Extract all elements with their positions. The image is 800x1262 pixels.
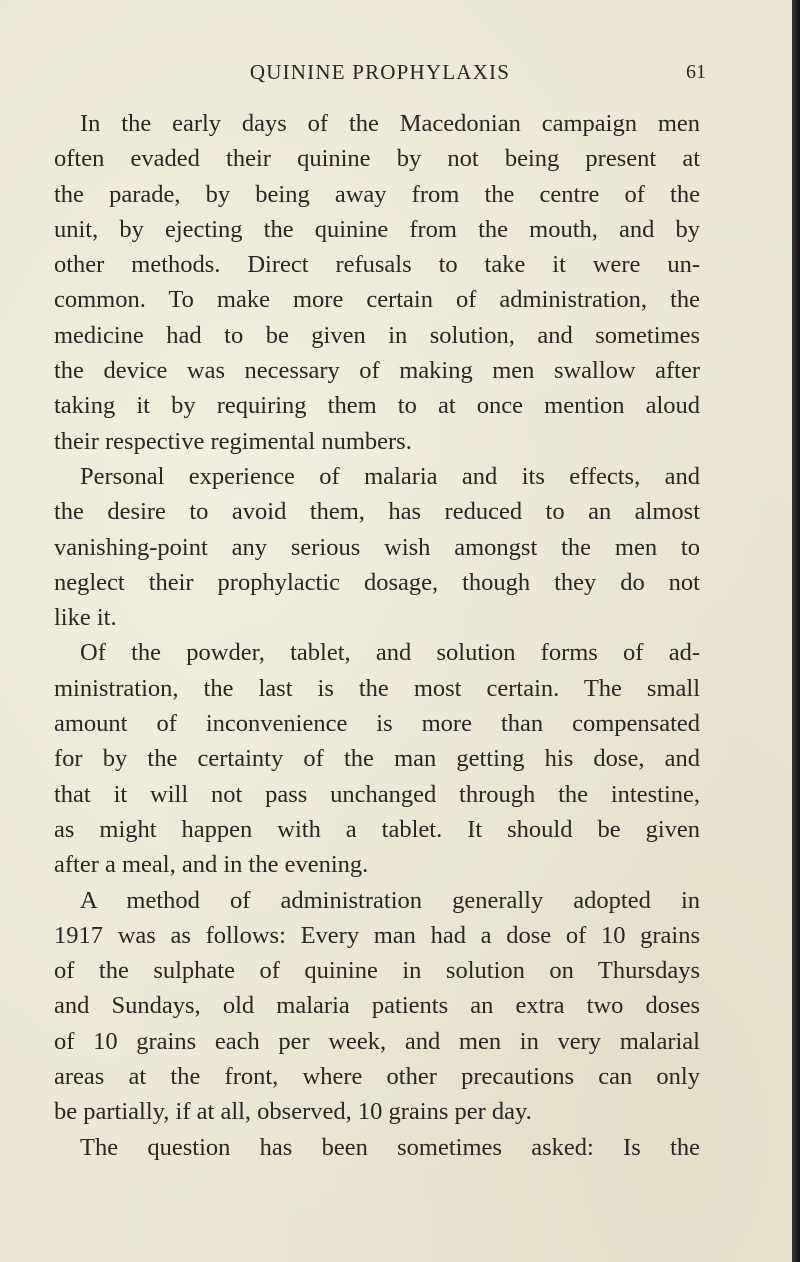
paragraph <box>54 1130 700 1165</box>
text-line: other methods. Direct refusals to take it were un- <box>54 251 700 279</box>
text-line: and Sundays, old malaria patients an extra two doses <box>54 992 700 1020</box>
paragraph <box>54 106 700 459</box>
text-line: amount of inconvenience is more than compensated <box>54 710 700 738</box>
text-line: areas at the front, where other precautions can only <box>54 1063 700 1091</box>
page-number: 61 <box>686 61 706 83</box>
page-header <box>54 60 706 90</box>
text-line: 1917 was as follows: Every man had a dose of 10 grains <box>54 921 700 949</box>
text-line: The question has been sometimes asked: Is the <box>80 1133 700 1161</box>
text-line: In the early days of the Macedonian campaign men <box>80 110 700 137</box>
text-line: after a meal, and in the evening. <box>54 851 369 879</box>
text-line: that it will not pass unchanged through the intestine, <box>54 780 700 808</box>
text-line: of 10 grains each per week, and men in very malarial <box>54 1027 700 1055</box>
paragraph <box>54 883 700 1130</box>
paragraph <box>54 459 700 635</box>
text-line: ministration, the last is the most certain. The small <box>54 674 700 702</box>
text-line: Personal experience of malaria and its effects, and <box>80 462 700 490</box>
text-line: their respective regimental numbers. <box>54 427 412 455</box>
text-line: common. To make more certain of administration, the <box>54 286 700 314</box>
body-text <box>54 106 700 1165</box>
text-line: for by the certainty of the man getting his dose, and <box>54 745 700 773</box>
text-line: often evaded their quinine by not being present at <box>54 145 700 173</box>
text-line: the desire to avoid them, has reduced to an almost <box>54 498 700 526</box>
text-line: Of the powder, tablet, and solution forms of ad- <box>80 639 700 667</box>
text-line: A method of administration generally adopted in <box>80 886 700 914</box>
text-line: like it. <box>54 604 117 632</box>
text-line: medicine had to be given in solution, and sometimes <box>54 321 700 349</box>
text-line: neglect their prophylactic dosage, though they do not <box>54 568 700 596</box>
text-line: vanishing-point any serious wish amongst the men to <box>54 533 700 561</box>
text-line: as might happen with a tablet. It should be given <box>54 815 700 843</box>
text-line: the parade, by being away from the centre of the <box>54 180 700 208</box>
text-line: the device was necessary of making men swallow after <box>54 357 700 385</box>
running-title: QUININE PROPHYLAXIS <box>249 60 511 84</box>
text-line: of the sulphate of quinine in solution on Thursdays <box>54 957 700 985</box>
page-edge-shadow <box>792 0 800 1262</box>
text-line: taking it by requiring them to at once mention aloud <box>54 392 700 420</box>
paragraph <box>54 635 700 882</box>
text-line: be partially, if at all, observed, 10 grains per day. <box>54 1098 532 1126</box>
text-line: unit, by ejecting the quinine from the mouth, and by <box>54 215 700 243</box>
